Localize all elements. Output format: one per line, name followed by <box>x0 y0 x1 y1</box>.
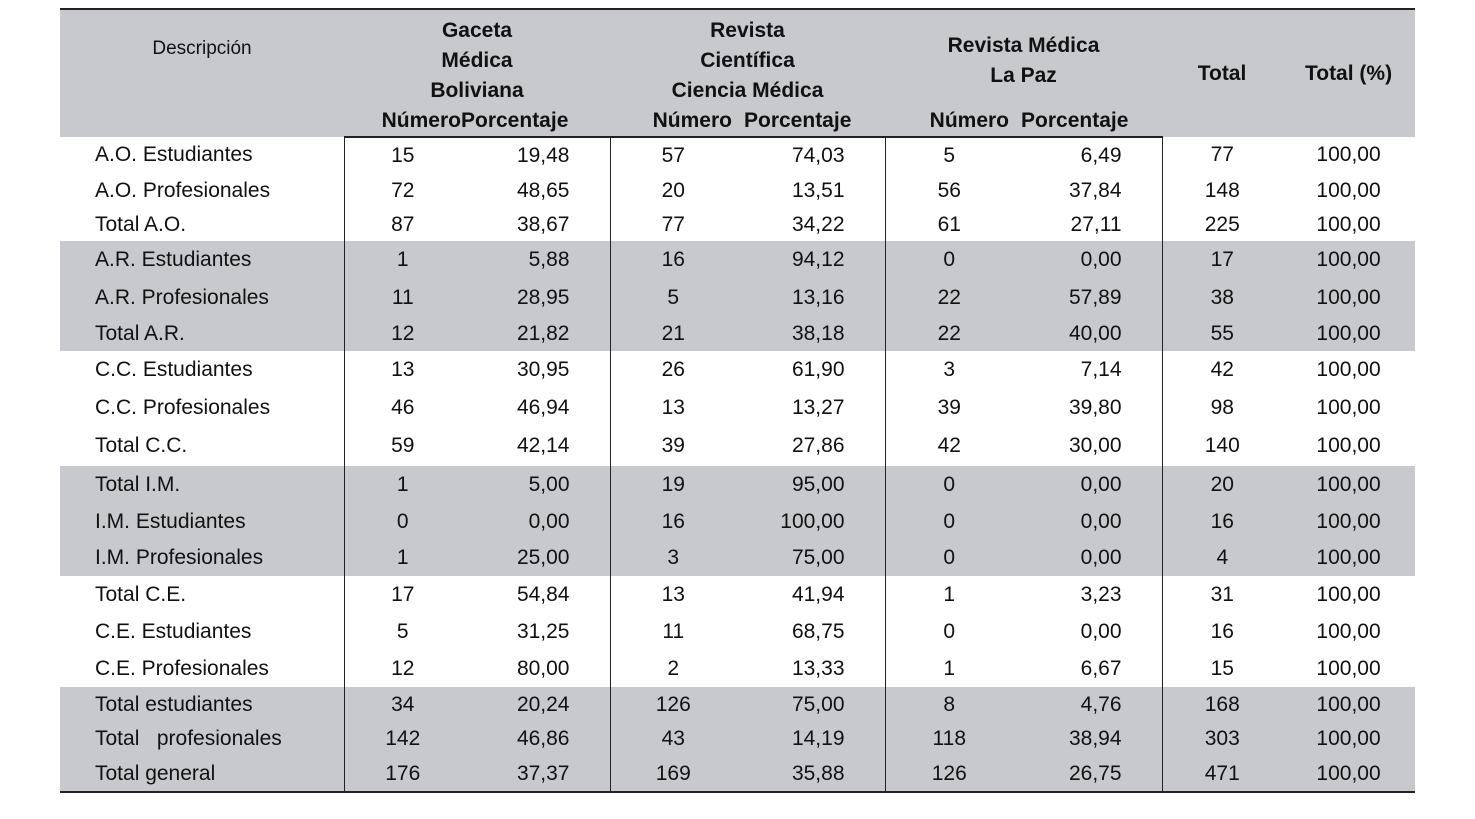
total-cell: 303 <box>1162 722 1282 756</box>
percentage-cell: 13,16 <box>736 279 885 316</box>
percentage-cell: 41,94 <box>736 576 885 613</box>
percentage-cell: 80,00 <box>461 650 610 687</box>
header-revista-cientifica: Revista Científica Ciencia Médica <box>610 9 885 106</box>
number-cell: 26 <box>661 358 685 381</box>
header-descripcion: Descripción <box>60 9 344 137</box>
subheader-porcentaje-revista-lapaz: Porcentaje <box>1013 106 1162 137</box>
percentage-cell: 42,14 <box>461 426 610 466</box>
number-cell: 87 <box>391 213 415 236</box>
number-cell: 59 <box>391 434 415 457</box>
table-row <box>60 503 1415 540</box>
percentage-cell: 38,18 <box>736 316 885 351</box>
total-pct-cell: 100,00 <box>1282 241 1415 279</box>
number-cell: 16 <box>610 503 736 540</box>
percentage-cell: 61,90 <box>736 351 885 389</box>
percentage-cell: 38,67 <box>461 209 610 241</box>
number-cell: 12 <box>344 316 461 351</box>
number-cell: 5 <box>610 279 736 316</box>
subheader-numero-gaceta: Número <box>344 106 461 137</box>
number-cell: 176 <box>344 756 461 792</box>
row-label: C.E. Estudiantes <box>60 613 344 650</box>
percentage-cell: 5,00 <box>461 466 610 503</box>
row-label: I.M. Profesionales <box>60 540 344 576</box>
subheader-numero-revista-lapaz: Número <box>885 106 1013 137</box>
number-cell: 17 <box>391 582 415 606</box>
table-row <box>60 650 1415 687</box>
percentage-cell: 46,86 <box>461 722 610 756</box>
table-row <box>60 351 1415 389</box>
header-gaceta: Gaceta Médica Boliviana <box>344 9 610 106</box>
percentage-cell: 54,84 <box>461 576 610 613</box>
total-pct-cell: 100,00 <box>1282 540 1415 576</box>
percentage-cell: 6,67 <box>1013 650 1162 687</box>
number-cell: 39 <box>661 434 685 457</box>
percentage-cell: 3,23 <box>1013 576 1162 613</box>
percentage-cell: 38,94 <box>1013 722 1162 756</box>
number-cell: 1 <box>344 466 461 503</box>
total-cell: 16 <box>1210 619 1234 643</box>
total-pct-cell: 100,00 <box>1282 279 1415 316</box>
number-cell: 1 <box>943 582 956 606</box>
percentage-cell: 19,48 <box>461 137 610 173</box>
percentage-cell: 6,49 <box>1013 137 1162 173</box>
number-cell: 0 <box>885 540 1013 576</box>
table-row <box>60 613 1415 650</box>
total-cell: 168 <box>1162 687 1282 722</box>
percentage-cell: 31,25 <box>461 613 610 650</box>
total-pct-cell: 100,00 <box>1316 213 1381 236</box>
percentage-cell: 7,14 <box>1013 351 1162 389</box>
total-cell: 42 <box>1210 358 1234 381</box>
percentage-cell: 34,22 <box>736 209 885 241</box>
table-row <box>60 173 1415 209</box>
number-cell: 0 <box>344 503 461 540</box>
total-cell: 38 <box>1162 279 1282 316</box>
percentage-cell: 28,95 <box>461 279 610 316</box>
total-pct-cell: 100,00 <box>1316 395 1381 419</box>
percentage-cell: 20,24 <box>461 687 610 722</box>
data-table <box>60 8 1415 793</box>
percentage-cell: 75,00 <box>736 687 885 722</box>
table-body <box>60 137 1415 792</box>
number-cell: 12 <box>391 656 415 680</box>
percentage-cell: 0,00 <box>461 503 610 540</box>
percentage-cell: 13,51 <box>736 173 885 209</box>
table-row <box>60 466 1415 503</box>
number-cell: 0 <box>885 466 1013 503</box>
total-cell: 77 <box>1210 143 1234 166</box>
row-label: Total profesionales <box>60 722 344 756</box>
percentage-cell: 26,75 <box>1013 756 1162 792</box>
number-cell: 77 <box>661 213 685 236</box>
row-label: C.E. Profesionales <box>60 650 344 687</box>
table-row <box>60 756 1415 792</box>
number-cell: 43 <box>610 722 736 756</box>
percentage-cell: 68,75 <box>736 613 885 650</box>
total-pct-cell: 100,00 <box>1316 143 1381 166</box>
percentage-cell: 21,82 <box>461 316 610 351</box>
percentage-cell: 48,65 <box>461 173 610 209</box>
total-pct-cell: 100,00 <box>1282 466 1415 503</box>
row-label: Total estudiantes <box>60 687 344 722</box>
number-cell: 39 <box>937 395 961 419</box>
row-label: C.C. Estudiantes <box>60 351 344 389</box>
total-cell: 4 <box>1162 540 1282 576</box>
total-pct-cell: 100,00 <box>1282 756 1415 792</box>
total-cell: 98 <box>1210 395 1234 419</box>
row-label: Total I.M. <box>60 466 344 503</box>
number-cell: 126 <box>610 687 736 722</box>
percentage-cell: 13,33 <box>736 650 885 687</box>
number-cell: 1 <box>943 656 956 680</box>
total-pct-cell: 100,00 <box>1282 316 1415 351</box>
total-cell: 148 <box>1204 179 1240 202</box>
number-cell: 1 <box>344 241 461 279</box>
percentage-cell: 74,03 <box>736 137 885 173</box>
table-row <box>60 687 1415 722</box>
table-row <box>60 137 1415 173</box>
number-cell: 21 <box>610 316 736 351</box>
row-label: Total general <box>60 756 344 792</box>
percentage-cell: 5,88 <box>461 241 610 279</box>
table-row <box>60 540 1415 576</box>
percentage-cell: 46,94 <box>461 389 610 426</box>
total-pct-cell: 100,00 <box>1282 687 1415 722</box>
percentage-cell: 30,95 <box>461 351 610 389</box>
number-cell: 169 <box>610 756 736 792</box>
subheader-porcentaje-gaceta: Porcentaje <box>461 106 610 137</box>
number-cell: 8 <box>885 687 1013 722</box>
number-cell: 0 <box>885 241 1013 279</box>
number-cell: 2 <box>667 656 680 680</box>
subheader-numero-revista-cientifica: Número <box>610 106 736 137</box>
number-cell: 16 <box>610 241 736 279</box>
table-row <box>60 426 1415 466</box>
percentage-cell: 30,00 <box>1013 426 1162 466</box>
subheader-porcentaje-revista-cientifica: Porcentaje <box>736 106 885 137</box>
number-cell: 34 <box>344 687 461 722</box>
table-row <box>60 241 1415 279</box>
number-cell: 15 <box>391 143 415 167</box>
row-label: A.O. Profesionales <box>60 173 344 209</box>
number-cell: 11 <box>344 279 461 316</box>
percentage-cell: 95,00 <box>736 466 885 503</box>
percentage-cell: 27,86 <box>736 426 885 466</box>
table-header <box>60 9 1415 137</box>
number-cell: 22 <box>885 279 1013 316</box>
percentage-cell: 37,37 <box>461 756 610 792</box>
number-cell: 118 <box>885 722 1013 756</box>
percentage-cell: 40,00 <box>1013 316 1162 351</box>
total-pct-cell: 100,00 <box>1316 179 1381 202</box>
total-pct-cell: 100,00 <box>1316 619 1381 643</box>
number-cell: 142 <box>344 722 461 756</box>
number-cell: 57 <box>661 143 685 167</box>
row-label: A.R. Profesionales <box>60 279 344 316</box>
row-label: I.M. Estudiantes <box>60 503 344 540</box>
total-cell: 17 <box>1162 241 1282 279</box>
percentage-cell: 27,11 <box>1013 209 1162 241</box>
total-cell: 15 <box>1210 656 1234 680</box>
percentage-cell: 4,76 <box>1013 687 1162 722</box>
number-cell: 42 <box>937 434 961 457</box>
row-label: A.R. Estudiantes <box>60 241 344 279</box>
data-table-container <box>60 8 1415 793</box>
total-pct-cell: 100,00 <box>1316 582 1381 606</box>
table-row <box>60 209 1415 241</box>
header-total: Total <box>1162 9 1282 137</box>
total-pct-cell: 100,00 <box>1316 434 1381 457</box>
row-label: Total A.R. <box>60 316 344 351</box>
percentage-cell: 25,00 <box>461 540 610 576</box>
number-cell: 22 <box>885 316 1013 351</box>
percentage-cell: 0,00 <box>1013 503 1162 540</box>
row-label: Total A.O. <box>60 209 344 241</box>
percentage-cell: 0,00 <box>1013 540 1162 576</box>
number-cell: 0 <box>943 619 956 643</box>
total-pct-cell: 100,00 <box>1282 722 1415 756</box>
percentage-cell: 94,12 <box>736 241 885 279</box>
total-cell: 471 <box>1162 756 1282 792</box>
total-pct-cell: 100,00 <box>1316 656 1381 680</box>
table-row <box>60 722 1415 756</box>
total-cell: 225 <box>1204 213 1240 236</box>
number-cell: 3 <box>943 358 956 381</box>
percentage-cell: 100,00 <box>736 503 885 540</box>
percentage-cell: 57,89 <box>1013 279 1162 316</box>
table-row <box>60 389 1415 426</box>
total-cell: 31 <box>1210 582 1234 606</box>
percentage-cell: 14,19 <box>736 722 885 756</box>
total-cell: 55 <box>1162 316 1282 351</box>
number-cell: 20 <box>661 179 685 202</box>
number-cell: 61 <box>937 213 961 236</box>
number-cell: 5 <box>943 143 956 167</box>
total-cell: 20 <box>1162 466 1282 503</box>
number-cell: 1 <box>344 540 461 576</box>
number-cell: 5 <box>396 619 409 643</box>
total-pct-cell: 100,00 <box>1282 503 1415 540</box>
table-row <box>60 576 1415 613</box>
number-cell: 3 <box>610 540 736 576</box>
number-cell: 11 <box>662 619 685 643</box>
percentage-cell: 39,80 <box>1013 389 1162 426</box>
percentage-cell: 75,00 <box>736 540 885 576</box>
row-label: A.O. Estudiantes <box>60 137 344 173</box>
header-total-pct: Total (%) <box>1282 9 1415 137</box>
percentage-cell: 35,88 <box>736 756 885 792</box>
row-label: C.C. Profesionales <box>60 389 344 426</box>
number-cell: 56 <box>937 179 961 202</box>
percentage-cell: 0,00 <box>1013 241 1162 279</box>
row-label: Total C.C. <box>60 426 344 466</box>
percentage-cell: 37,84 <box>1013 173 1162 209</box>
number-cell: 46 <box>391 395 415 419</box>
number-cell: 126 <box>885 756 1013 792</box>
number-cell: 19 <box>610 466 736 503</box>
number-cell: 13 <box>661 395 685 419</box>
number-cell: 13 <box>661 582 685 606</box>
number-cell: 0 <box>885 503 1013 540</box>
total-cell: 140 <box>1204 434 1240 457</box>
number-cell: 72 <box>391 179 415 202</box>
table-row <box>60 316 1415 351</box>
header-revista-lapaz: Revista Médica La Paz <box>885 9 1162 106</box>
percentage-cell: 0,00 <box>1013 613 1162 650</box>
row-label: Total C.E. <box>60 576 344 613</box>
total-pct-cell: 100,00 <box>1316 358 1381 381</box>
table-row <box>60 279 1415 316</box>
number-cell: 13 <box>391 358 415 381</box>
percentage-cell: 0,00 <box>1013 466 1162 503</box>
percentage-cell: 13,27 <box>736 389 885 426</box>
total-cell: 16 <box>1162 503 1282 540</box>
